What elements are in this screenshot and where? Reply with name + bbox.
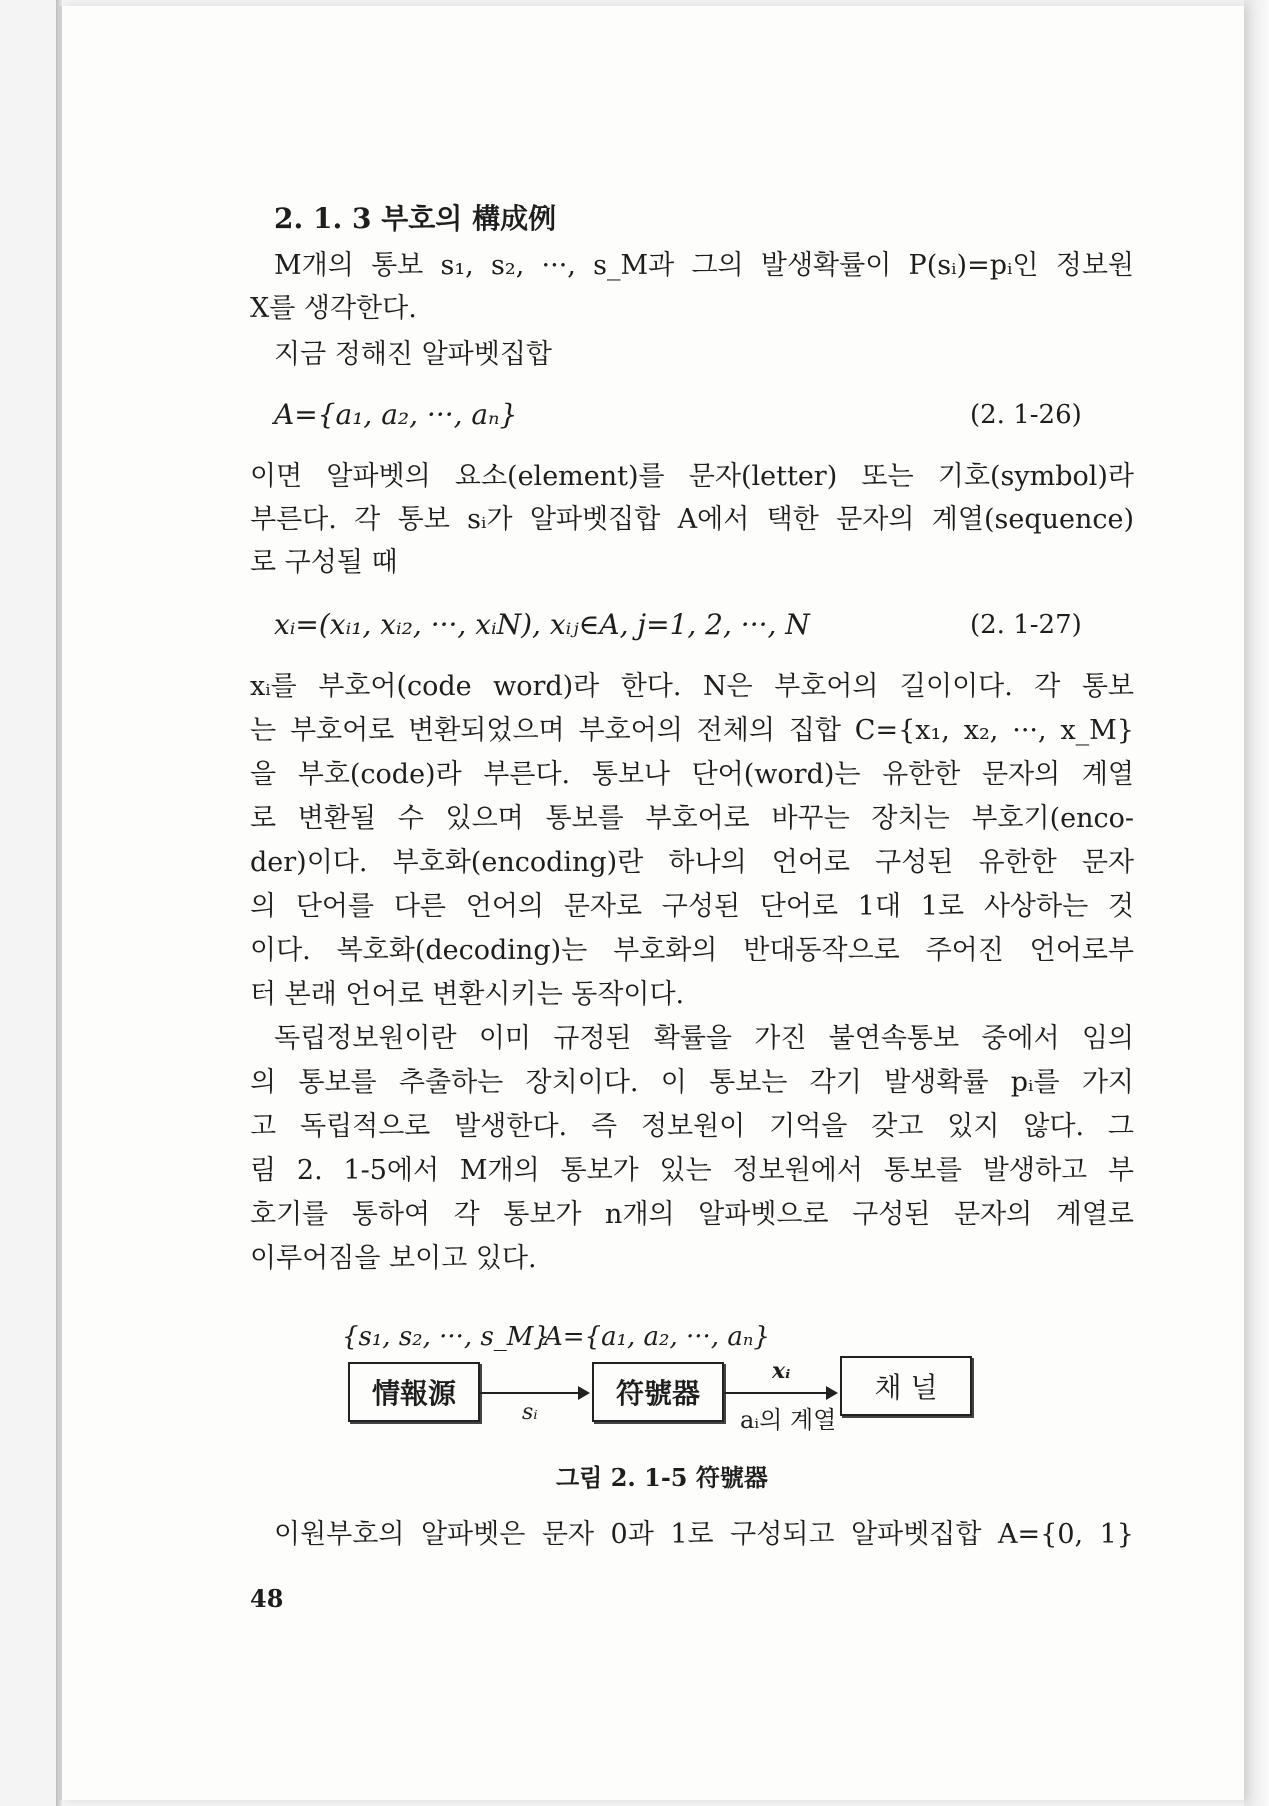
p4-line-7: 이다. 복호화(decoding)는 부호화의 반대동작으로 주어진 언어로부 — [250, 935, 1134, 966]
figure-caption: 그림 2. 1-5 符號器 — [556, 1463, 768, 1492]
p6-line: 이원부호의 알파벳은 문자 0과 1로 구성되고 알파벳집합 A={0, 1} — [274, 1519, 1134, 1550]
p2-line: 지금 정해진 알파벳집합 — [274, 339, 552, 370]
information-source-box: 情報源 — [348, 1362, 480, 1422]
p5-line-4: 림 2. 1-5에서 M개의 통보가 있는 정보원에서 통보를 발생하고 부 — [250, 1155, 1134, 1186]
p5-line-2: 의 통보를 추출하는 장치이다. 이 통보는 각기 발생확률 pᵢ를 가지 — [250, 1067, 1134, 1098]
book-page — [62, 6, 1244, 1800]
channel-box: 채 널 — [840, 1356, 972, 1416]
p4-line-4: 로 변환될 수 있으며 통보를 부호어로 바꾸는 장치는 부호기(enco- — [250, 803, 1134, 834]
p4-line-2: 는 부호어로 변환되었으며 부호어의 전체의 집합 C={x₁, x₂, ···, x_M} — [250, 715, 1134, 746]
p5-line-5: 호기를 통하여 각 통보가 n개의 알파벳으로 구성된 문자의 계열로 — [250, 1199, 1134, 1230]
p5-line-1: 독립정보원이란 이미 규정된 확률을 가진 불연속통보 중에서 임의 — [274, 1023, 1134, 1054]
page-edge — [1244, 0, 1269, 1806]
equation-2-1-26: A={a₁, a₂, ···, aₙ} — [274, 398, 518, 431]
p5-line-6: 이루어짐을 보이고 있다. — [250, 1243, 537, 1274]
equation-number-2-1-27: (2. 1-27) — [970, 610, 1082, 640]
source-message-set-label: {s₁, s₂, ···, s_M} — [342, 1322, 550, 1352]
arrow1-label: sᵢ — [522, 1400, 538, 1425]
arrow2-top-label: xᵢ — [772, 1358, 791, 1384]
page-number: 48 — [250, 1584, 284, 1613]
p4-line-1: xᵢ를 부호어(code word)라 한다. N은 부호어의 길이이다. 각 통보 — [250, 671, 1134, 702]
section-heading: 2. 1. 3 부호의 構成例 — [274, 202, 557, 235]
arrow2-bottom-label: aᵢ의 계열 — [740, 1406, 837, 1434]
equation-2-1-27: xᵢ=(xᵢ₁, xᵢ₂, ···, xᵢN), xᵢⱼ∈A, j=1, 2, ···, N — [274, 608, 810, 641]
p3-line-2: 부른다. 각 통보 sᵢ가 알파벳집합 A에서 택한 문자의 계열(sequence) — [250, 504, 1134, 535]
p1-line-1: M개의 통보 s₁, s₂, ···, s_M과 그의 발생확률이 P(sᵢ)=pᵢ인 정보원 — [274, 250, 1134, 281]
arrow-source-to-encoder — [480, 1392, 588, 1394]
encoder-box: 符號器 — [592, 1362, 724, 1422]
p1-line-2: X를 생각한다. — [250, 293, 417, 324]
p4-line-3: 을 부호(code)라 부른다. 통보나 단어(word)는 유한한 문자의 계열 — [250, 759, 1134, 790]
p4-line-6: 의 단어를 다른 언어의 문자로 구성된 단어로 1대 1로 사상하는 것 — [250, 891, 1134, 922]
equation-number-2-1-26: (2. 1-26) — [970, 400, 1082, 430]
p3-line-1: 이면 알파벳의 요소(element)를 문자(letter) 또는 기호(symbol)라 — [250, 461, 1134, 492]
p5-line-3: 고 독립적으로 발생한다. 즉 정보원이 기억을 갖고 있지 않다. 그 — [250, 1111, 1134, 1142]
p4-line-5: der)이다. 부호화(encoding)란 하나의 언어로 구성된 유한한 문자 — [250, 847, 1134, 878]
p3-line-3: 로 구성될 때 — [250, 547, 398, 578]
alphabet-set-label: A={a₁, a₂, ···, aₙ} — [544, 1322, 770, 1352]
p4-line-8: 터 본래 언어로 변환시키는 동작이다. — [250, 979, 685, 1010]
arrow-encoder-to-channel — [724, 1392, 836, 1394]
